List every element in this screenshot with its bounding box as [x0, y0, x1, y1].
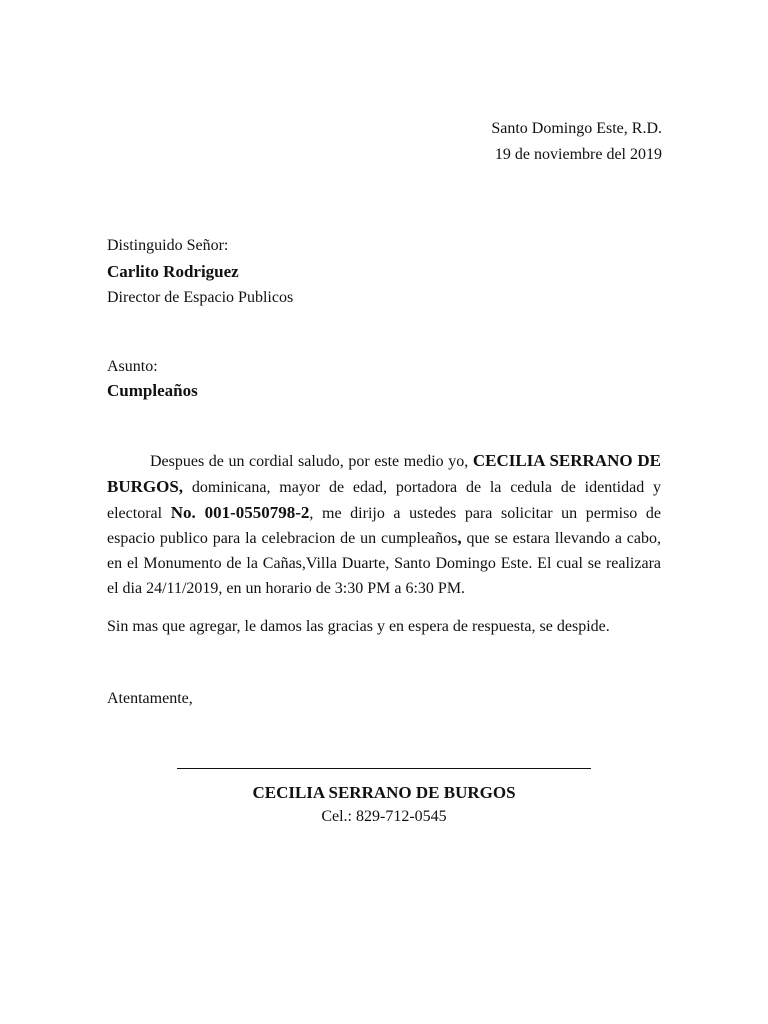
letter-place: Santo Domingo Este, R.D.: [491, 120, 662, 137]
recipient-name: Carlito Rodriguez: [107, 262, 239, 281]
signer-name: CECILIA SERRANO DE BURGOS: [252, 783, 516, 802]
id-number: No. 001-0550798-2: [170, 502, 310, 522]
salutation: Distinguido Señor:: [107, 237, 229, 254]
body-text-d: que se estara llevando a cabo, en el Monumento de la Cañas,Villa Duarte, Santo Domingo Este. El cual se realizara el dia 24/11/2019, en un horario de 3:30 PM a 6:30 PM.: [107, 530, 661, 597]
subject-label: Asunto:: [107, 358, 158, 375]
body-text-b: dominicana, mayor de edad, portadora de la cedula de identidad y electoral: [107, 478, 661, 522]
closing-sentence: Sin mas que agregar, le damos las gracias y en espera de respuesta, se despide.: [107, 618, 610, 635]
sign-off: Atentamente,: [107, 690, 193, 707]
subject-block: [107, 355, 198, 403]
signer-phone: Cel.: 829-712-0545: [321, 808, 447, 825]
letter-body: [107, 449, 661, 602]
applicant-name: CECILIA SERRANO DE BURGOS,: [107, 451, 662, 496]
body-paragraph: [107, 449, 661, 602]
signature-block: [176, 756, 592, 829]
body-text-c: , me dirijo a ustedes para solicitar un permiso de espacio publico para la celebracion de un cumpleaños: [107, 504, 661, 548]
recipient-block: [107, 233, 293, 311]
subject-topic: Cumpleaños: [107, 381, 198, 400]
letter-date: 19 de noviembre del 2019: [494, 146, 662, 163]
recipient-title: Director de Espacio Publicos: [107, 289, 294, 306]
place-date-block: [491, 116, 662, 168]
body-comma: ,: [457, 528, 462, 548]
signature-line: [177, 768, 591, 769]
body-text-a: Despues de un cordial saludo, por este medio yo,: [150, 453, 473, 470]
